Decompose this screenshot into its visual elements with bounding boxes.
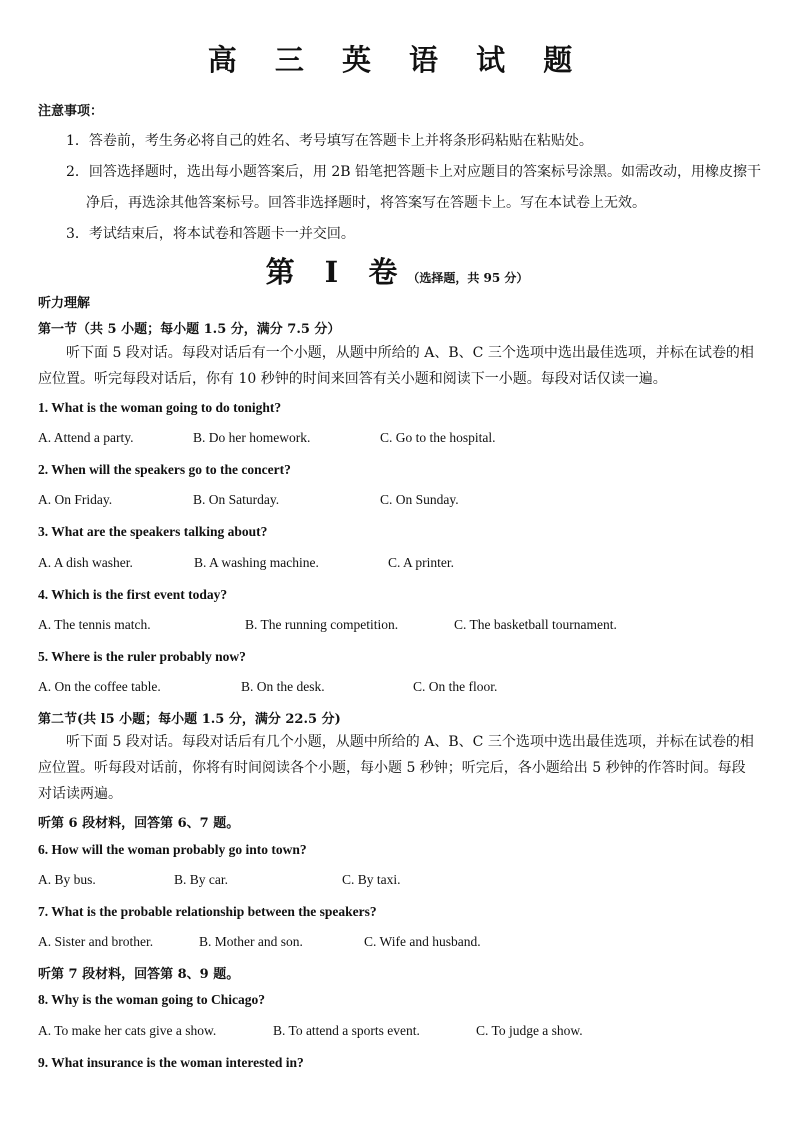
question-4: 4. Which is the first event today? [38, 587, 228, 602]
notice-item-2-cont: 净后，再选涂其他答案标号。回答非选择题时，将答案写在答题卡上。写在本试卷上无效。 [86, 195, 646, 211]
group-6-heading: 听第 6 段材料，回答第 6、7 题。 [38, 816, 240, 831]
q3-option-c: C. A printer. [388, 555, 455, 570]
question-8: 8. Why is the woman going to Chicago? [38, 992, 266, 1007]
listening-heading: 听力理解 [38, 296, 91, 311]
question-5: 5. Where is the ruler probably now? [38, 649, 246, 664]
q1-option-c: C. Go to the hospital. [380, 430, 496, 445]
q4-option-c: C. The basketball tournament. [454, 617, 617, 632]
section2-instructions: 听下面 5 段对话。每段对话后有几个小题，从题中所给的 A、B、C 三个选项中选出最佳选项，并标在试卷的相应位置。听每段对话前，你将有时间阅读各个小题，每小题 5 秒钟；听完后，各小题给出 5 秒钟的作答时间。每段对话读两遍。 [38, 734, 754, 802]
notice-item-3: 3．考试结束后，将本试卷和答题卡一并交回。 [66, 226, 355, 242]
q4-option-b: B. The running competition. [245, 617, 399, 632]
question-3: 3. What are the speakers talking about? [38, 524, 268, 539]
q5-option-a: A. On the coffee table. [38, 679, 161, 694]
notice-item-2: 2．回答选择题时，选出每小题答案后，用 2B 铅笔把答题卡上对应题目的答案标号涂黑。如需改动，用橡皮擦干 [66, 164, 762, 180]
q1-option-a: A. Attend a party. [38, 430, 134, 445]
question-9: 9. What insurance is the woman interested in? [38, 1055, 304, 1070]
q8-option-a: A. To make her cats give a show. [38, 1023, 217, 1038]
q6-option-a: A. By bus. [38, 872, 96, 887]
q1-option-b: B. Do her homework. [193, 430, 311, 445]
q3-option-a: A. A dish washer. [38, 555, 133, 570]
q8-option-c: C. To judge a show. [476, 1023, 583, 1038]
question-1: 1. What is the woman going to do tonight? [38, 400, 282, 415]
question-6: 6. How will the woman probably go into town? [38, 842, 307, 857]
section1-title: 第一节（共 5 小题；每小题 1.5 分，满分 7.5 分） [38, 322, 341, 337]
q5-option-c: C. On the floor. [413, 679, 498, 694]
page-title: 高 三 英 语 试 题 [207, 43, 587, 77]
q2-option-a: A. On Friday. [38, 492, 113, 507]
q2-option-c: C. On Sunday. [380, 492, 459, 507]
notice-item-1: 1．答卷前，考生务必将自己的姓名、考号填写在答题卡上并将条形码粘贴在粘贴处。 [66, 133, 593, 149]
section1-instructions: 听下面 5 段对话。每段对话后有一个小题，从题中所给的 A、B、C 三个选项中选出最佳选项，并标在试卷的相应位置。听完每段对话后，你有 10 秒钟的时间来回答有关小题和阅读下一小题。每段对话仅读一遍。 [38, 345, 754, 387]
q6-option-c: C. By taxi. [342, 872, 401, 887]
q3-option-b: B. A washing machine. [194, 555, 319, 570]
question-2: 2. When will the speakers go to the concert? [38, 462, 291, 477]
section2-title: 第二节(共 l5 小题；每小题 1.5 分，满分 22.5 分) [38, 712, 341, 727]
q7-option-a: A. Sister and brother. [38, 934, 154, 949]
volume-note: （选择题，共 95 分） [407, 271, 529, 285]
volume-heading [0, 250, 794, 291]
q5-option-b: B. On the desk. [241, 679, 325, 694]
q8-option-b: B. To attend a sports event. [273, 1023, 420, 1038]
q6-option-b: B. By car. [174, 872, 228, 887]
q7-option-c: C. Wife and husband. [364, 934, 481, 949]
notice-heading: 注意事项： [38, 104, 104, 119]
question-7: 7. What is the probable relationship between the speakers? [38, 904, 377, 919]
q7-option-b: B. Mother and son. [199, 934, 303, 949]
q4-option-a: A. The tennis match. [38, 617, 151, 632]
q2-option-b: B. On Saturday. [193, 492, 280, 507]
volume-title: 第 Ⅰ 卷 [265, 255, 408, 289]
group-7-heading: 听第 7 段材料，回答第 8、9 题。 [38, 967, 240, 982]
